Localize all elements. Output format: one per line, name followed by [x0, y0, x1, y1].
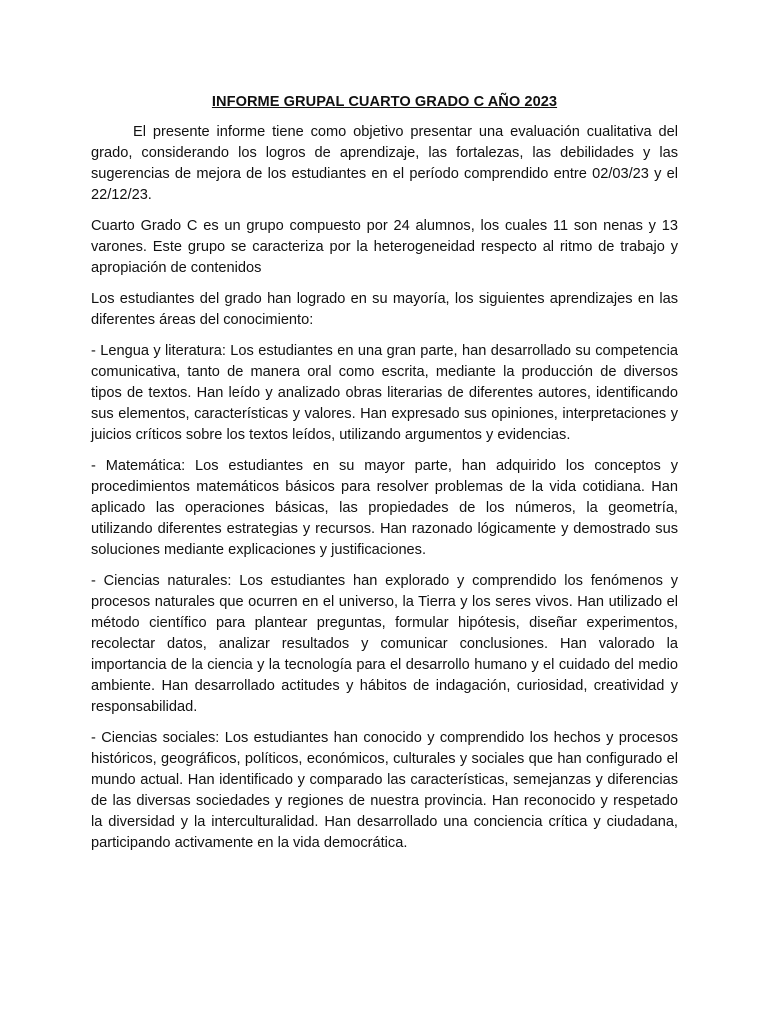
document-page: [91, 92, 678, 864]
learning-summary-paragraph: Los estudiantes del grado han logrado en su mayoría, los siguientes aprendizajes en las diferentes áreas del conocimiento:: [91, 291, 678, 328]
document-title: INFORME GRUPAL CUARTO GRADO C AÑO 2023: [211, 94, 558, 110]
matematica-paragraph: - Matemática: Los estudiantes en su mayor parte, han adquirido los conceptos y procedimientos matemáticos básicos para resolver problemas de la vida cotidiana. Han aplicado las operaciones básicas, las propiedades de los números, la geometría, utilizando diferentes estrategias y recursos. Han razonado lógicamente y demostrado sus soluciones mediante explicaciones y justificaciones.: [91, 458, 678, 558]
group-description-paragraph: Cuarto Grado C es un grupo compuesto por 24 alumnos, los cuales 11 son nenas y 13 varones. Este grupo se caracteriza por la heterogeneidad respecto al ritmo de trabajo y apropiación de contenidos: [91, 218, 678, 276]
intro-paragraph: El presente informe tiene como objetivo presentar una evaluación cualitativa del grado, considerando los logros de aprendizaje, las fortalezas, las debilidades y las sugerencias de mejora de los estudiantes en el período comprendido entre 02/03/23 y el 22/12/23.: [91, 124, 678, 203]
lengua-literatura-paragraph: - Lengua y literatura: Los estudiantes en una gran parte, han desarrollado su competencia comunicativa, tanto de manera oral como escrita, mediante la producción de diversos tipos de textos. Han leído y analizado obras literarias de diferentes autores, identificando sus elementos, características y valores. Han expresado sus opiniones, interpretaciones y juicios críticos sobre los textos leídos, utilizando argumentos y evidencias.: [91, 343, 678, 443]
ciencias-naturales-paragraph: - Ciencias naturales: Los estudiantes han explorado y comprendido los fenómenos y procesos naturales que ocurren en el universo, la Tierra y los seres vivos. Han utilizado el método científico para plantear preguntas, formular hipótesis, diseñar experimentos, recolectar datos, analizar resultados y comunicar conclusiones. Han valorado la importancia de la ciencia y la tecnología para el desarrollo humano y el cuidado del medio ambiente. Han desarrollado actitudes y hábitos de indagación, curiosidad, creatividad y responsabilidad.: [91, 573, 678, 715]
ciencias-sociales-paragraph: - Ciencias sociales: Los estudiantes han conocido y comprendido los hechos y procesos históricos, geográficos, políticos, económicos, culturales y sociales que han configurado el mundo actual. Han identificado y comparado las características, semejanzas y diferencias de las diversas sociedades y regiones de nuestra provincia. Han reconocido y respetado la diversidad y la interculturalidad. Han desarrollado una conciencia crítica y ciudadana, participando activamente en la vida democrática.: [91, 730, 678, 851]
